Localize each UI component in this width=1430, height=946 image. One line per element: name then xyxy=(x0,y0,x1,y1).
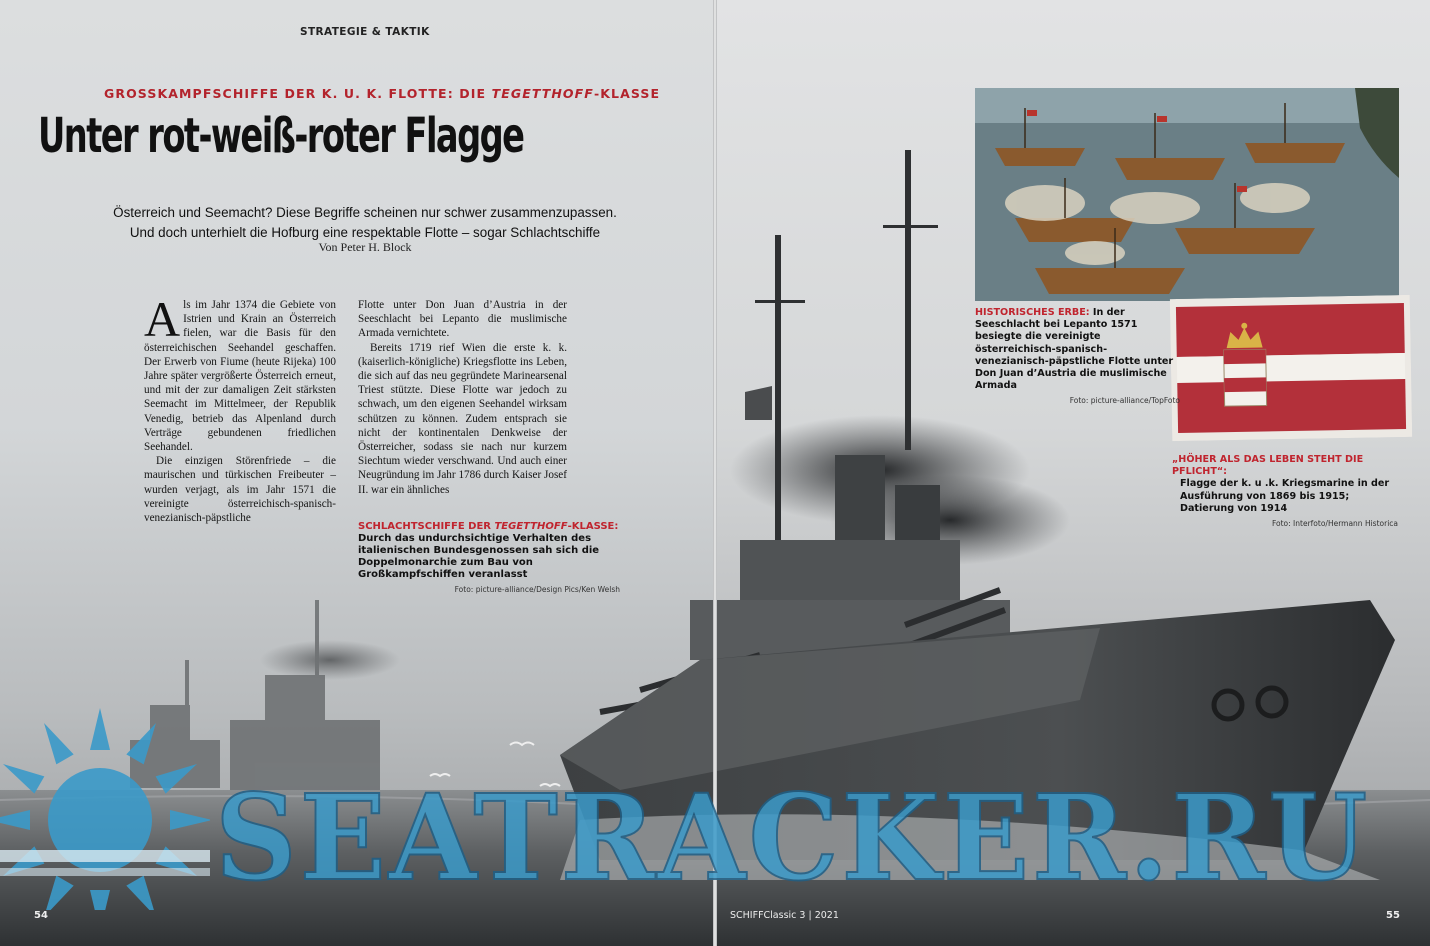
flag-caption xyxy=(1172,454,1398,530)
body-paragraph: Die einzigen Störenfriede – die maurischen und türkischen Freibeuter – wurden verjagt, als im Jahr 1571 die vereinigte österreichisch-spanisch-venezianisch-päpstliche xyxy=(144,455,336,525)
ship-caption-label xyxy=(358,521,618,532)
lepanto-caption-label: HISTORISCHES ERBE: xyxy=(975,307,1090,318)
standfirst-line-1: Österreich und Seemacht? Diese Begriffe scheinen nur schwer zusammenzupassen. xyxy=(113,205,617,220)
kicker-italic: TEGETTHOFF xyxy=(491,86,594,101)
page-number-left: 54 xyxy=(34,910,48,921)
paragraph-text: ls im Jahr 1374 die Gebiete von Istrien und Krain an Österreich fielen, war die Basis für den österreichischen Seehandel geschaffen. Der Erwerb von Fiume (heute Rijeka) 100 Jahre später vergrößerte Österreich erneut, und mit der zur damaligen Zeit stärksten Seemacht im Mittelmeer, der Republik Venedig, betrieb das Alpenland durch Verträge gebundenen friedlichen Seehandel. xyxy=(144,299,336,454)
body-column-1 xyxy=(144,291,336,525)
lepanto-caption-text: In der Seeschlacht bei Lepanto 1571 besiegte die vereinigte österreichisch-spanisch-venezianisch-päpstliche Flotte unter Don Juan d’Austria die muslimische Armada xyxy=(975,307,1174,392)
flag-caption-text: Flagge der k. u .k. Kriegsmarine in der Ausführung von 1869 bis 1915; Datierung von 1914 xyxy=(1180,478,1390,514)
photo-credit: Foto: picture-alliance/TopFoto xyxy=(1069,396,1180,406)
body-paragraph xyxy=(144,291,336,454)
kicker-prefix: GROSSKAMPFSCHIFFE DER K. U. K. FLOTTE: DIE xyxy=(104,86,492,101)
flag-image xyxy=(1170,295,1412,441)
lepanto-painting xyxy=(975,88,1399,301)
ship-caption xyxy=(358,521,620,596)
byline: Von Peter H. Block xyxy=(318,240,412,254)
lepanto-caption xyxy=(975,307,1180,408)
body-paragraph: Bereits 1719 rief Wien die erste k. k. (kaiserlich-königliche) Kriegsflotte ins Leben, die sich auf das neu gegründete Marinearsenal Triest stützte. Diese Flotte war jedoch zu schwach, um den eigenen Seehandel wirksam schützen zu können. Zudem entsprach sie nicht der kontinentalen Denkweise der Österreicher, sodass sie nach nur kurzem Siechtum wieder verschwand. Und auch einer Neugründung im Jahr 1786 durch Kaiser Josef II. war ein ähnliches xyxy=(358,341,567,496)
body-paragraph: Flotte unter Don Juan d’Austria in der Seeschlacht bei Lepanto die muslimische Armada vernichtete. xyxy=(358,299,567,340)
page-number-right: 55 xyxy=(1386,910,1400,921)
kicker-suffix: -KLASSE xyxy=(593,86,661,101)
photo-credit: Foto: picture-alliance/Design Pics/Ken Welsh xyxy=(454,585,620,594)
section-label: STRATEGIE & TAKTIK xyxy=(300,26,430,38)
caption-label-part: SCHLACHTSCHIFFE DER xyxy=(358,521,495,532)
kicker xyxy=(104,86,661,101)
caption-label-italic: TEGETTHOFF xyxy=(494,521,568,532)
drop-cap: A xyxy=(144,291,181,347)
standfirst xyxy=(95,203,635,243)
lepanto-painting-image xyxy=(975,88,1399,301)
headline: Unter rot-weiß-roter Flagge xyxy=(38,108,524,164)
caption-label-part: -KLASSE: xyxy=(567,521,619,532)
magazine-issue: SCHIFFClassic 3 | 2021 xyxy=(730,910,839,921)
photo-credit: Foto: Interfoto/Hermann Historica xyxy=(1271,519,1398,529)
watermark-text: SEATRACKER.RU xyxy=(215,768,1371,907)
sun-watermark-icon xyxy=(0,700,210,910)
flag-caption-label: „HÖHER ALS DAS LEBEN STEHT DIE PFLICHT“: xyxy=(1172,454,1364,478)
body-column-2 xyxy=(358,298,567,497)
ship-caption-text: Durch das undurchsichtige Verhalten des italienischen Bundesgenossen sah sich die Doppelmonarchie zum Bau von Großkampfschiffen veranlasst xyxy=(358,533,600,580)
standfirst-line-2: Und doch unterhielt die Hofburg eine respektable Flotte – sogar Schlachtschiffe xyxy=(129,225,601,240)
kuk-naval-flag xyxy=(1170,295,1412,441)
